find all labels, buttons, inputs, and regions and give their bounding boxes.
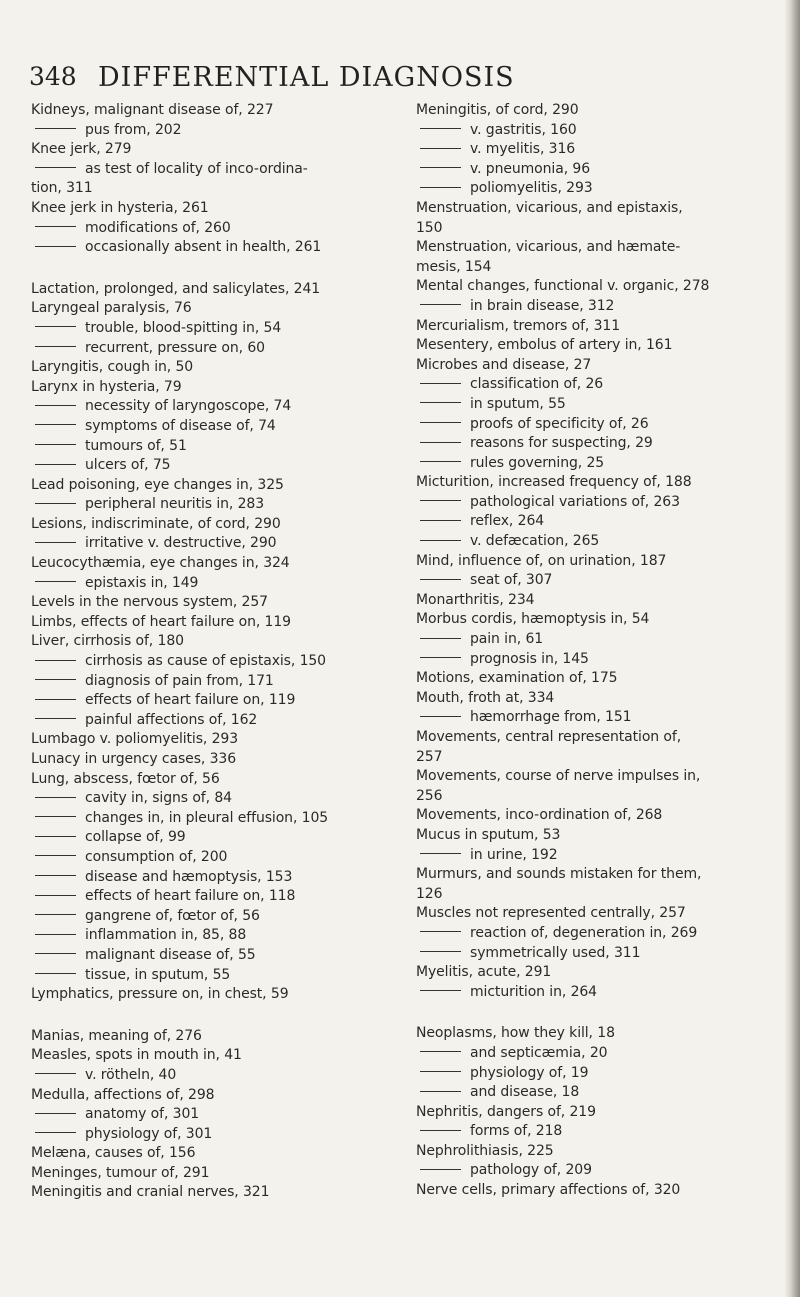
ditto-dash <box>35 1132 76 1133</box>
ditto-dash <box>35 718 76 719</box>
entry-text: Mucus in sputum, 53 <box>416 826 561 843</box>
entry-text: Mouth, froth at, 334 <box>416 689 555 706</box>
entry-text: and disease, 18 <box>470 1084 580 1101</box>
entry-text: Knee jerk in hysteria, 261 <box>31 199 209 216</box>
entry-text: consumption of, 200 <box>85 848 228 865</box>
entry-text: as test of locality of inco-ordina- <box>85 160 308 177</box>
index-subentry <box>31 417 403 437</box>
entry-text: peripheral neuritis in, 283 <box>85 496 265 513</box>
letter-section-gap <box>31 258 403 280</box>
entry-text: Lactation, prolonged, and salicylates, 241 <box>31 280 321 297</box>
entry-text: in brain disease, 312 <box>470 297 615 314</box>
entry-text: inflammation in, 85, 88 <box>85 927 247 944</box>
index-subentry <box>416 1122 776 1142</box>
entry-text: Movements, inco-ordination of, 268 <box>416 807 663 824</box>
entry-text: v. pneumonia, 96 <box>470 160 591 177</box>
entry-text: Knee jerk, 279 <box>31 141 132 158</box>
index-subentry <box>416 375 776 395</box>
entry-text: prognosis in, 145 <box>470 650 589 667</box>
index-entry <box>31 1183 403 1203</box>
index-entry <box>416 317 776 337</box>
ditto-dash <box>420 540 461 541</box>
index-entry <box>416 199 776 219</box>
index-subentry <box>416 983 776 1003</box>
index-subentry <box>416 532 776 552</box>
index-entry <box>416 728 776 748</box>
ditto-dash <box>420 128 461 129</box>
entry-text: seat of, 307 <box>470 572 553 589</box>
ditto-dash <box>35 581 76 582</box>
ditto-dash <box>420 1071 461 1072</box>
entry-text: gangrene of, fœtor of, 56 <box>85 907 260 924</box>
index-entry <box>416 473 776 493</box>
entry-text: tumours of, 51 <box>85 437 187 454</box>
index-subentry <box>416 512 776 532</box>
entry-text: Menstruation, vicarious, and epistaxis, <box>416 199 683 216</box>
entry-text: Lung, abscess, fœtor of, 56 <box>31 770 220 787</box>
index-subentry <box>416 160 776 180</box>
entry-text: proofs of specificity of, 26 <box>470 415 649 432</box>
entry-text: Lunacy in urgency cases, 336 <box>31 751 237 767</box>
entry-text: Measles, spots in mouth in, 41 <box>31 1047 242 1064</box>
index-entry <box>416 963 776 983</box>
index-subentry <box>31 926 403 946</box>
index-subentry <box>31 672 403 692</box>
entry-text: Leucocythæmia, eye changes in, 324 <box>31 555 290 572</box>
index-subentry <box>416 571 776 591</box>
index-subentry <box>416 121 776 141</box>
index-entry <box>416 356 776 376</box>
index-subentry <box>31 339 403 359</box>
index-subentry <box>31 1125 403 1145</box>
ditto-dash <box>420 148 461 149</box>
entry-text: effects of heart failure on, 118 <box>85 888 296 905</box>
index-entry-continuation <box>416 787 776 807</box>
entry-text: Muscles not represented centrally, 257 <box>416 905 686 922</box>
entry-text: painful affections of, 162 <box>85 711 258 728</box>
index-entry-continuation <box>416 885 776 905</box>
index-entry <box>31 101 403 121</box>
ditto-dash <box>35 679 76 680</box>
index-entry <box>416 277 776 297</box>
ditto-dash <box>420 520 461 521</box>
ditto-dash <box>35 326 76 327</box>
entry-text: ulcers of, 75 <box>85 457 171 474</box>
ditto-dash <box>420 853 461 854</box>
index-entry <box>416 689 776 709</box>
entry-text: reflex, 264 <box>470 513 545 530</box>
ditto-dash <box>420 187 461 188</box>
entry-text: Monarthritis, 234 <box>416 591 535 608</box>
entry-text: Nephritis, dangers of, 219 <box>416 1103 596 1120</box>
ditto-dash <box>35 797 76 798</box>
index-subentry <box>31 160 403 180</box>
index-subentry <box>416 179 776 199</box>
entry-text: Lymphatics, pressure on, in chest, 59 <box>31 986 289 1003</box>
index-entry <box>31 280 403 300</box>
entry-text: trouble, blood-spitting in, 54 <box>85 319 282 336</box>
index-subentry <box>416 415 776 435</box>
index-subentry <box>416 434 776 454</box>
entry-text: recurrent, pressure on, 60 <box>85 339 265 356</box>
entry-text: malignant disease of, 55 <box>85 946 256 963</box>
entry-text: Mental changes, functional v. organic, 278 <box>416 278 710 295</box>
index-subentry <box>416 395 776 415</box>
index-entry <box>31 1144 403 1164</box>
entry-text: Laryngeal paralysis, 76 <box>31 300 192 317</box>
ditto-dash <box>35 953 76 954</box>
ditto-dash <box>35 973 76 974</box>
index-subentry <box>31 652 403 672</box>
index-subentry <box>416 650 776 670</box>
index-entry <box>416 1103 776 1123</box>
index-entry <box>416 336 776 356</box>
index-subentry <box>31 868 403 888</box>
entry-text: Liver, cirrhosis of, 180 <box>31 633 184 650</box>
entry-text: physiology of, 301 <box>85 1125 213 1142</box>
entry-text: disease and hæmoptysis, 153 <box>85 868 293 885</box>
entry-text: Medulla, affections of, 298 <box>31 1086 215 1103</box>
index-entry <box>31 1027 403 1047</box>
index-subentry <box>31 848 403 868</box>
ditto-dash <box>420 716 461 717</box>
index-subentry <box>416 297 776 317</box>
index-entry <box>31 299 403 319</box>
ditto-dash <box>420 167 461 168</box>
entry-text: poliomyelitis, 293 <box>470 180 593 197</box>
entry-text: Myelitis, acute, 291 <box>416 964 552 981</box>
index-entry <box>31 730 403 750</box>
ditto-dash <box>420 442 461 443</box>
ditto-dash <box>35 246 76 247</box>
entry-text: modifications of, 260 <box>85 219 231 236</box>
entry-text: physiology of, 19 <box>470 1064 589 1081</box>
index-entry <box>31 985 403 1005</box>
entry-text: 257 <box>416 748 443 765</box>
ditto-dash <box>420 638 461 639</box>
index-subentry <box>31 809 403 829</box>
running-title: DIFFERENTIAL DIAGNOSIS <box>98 62 515 93</box>
index-entry <box>416 669 776 689</box>
page-edge-shadow <box>784 0 800 1297</box>
index-subentry <box>31 121 403 141</box>
index-subentry <box>31 691 403 711</box>
ditto-dash <box>35 660 76 661</box>
index-subentry <box>31 456 403 476</box>
index-entry-continuation <box>416 258 776 278</box>
index-subentry <box>31 574 403 594</box>
index-entry <box>31 1046 403 1066</box>
index-column-right <box>416 101 776 1201</box>
entry-text: Larynx in hysteria, 79 <box>31 378 182 395</box>
index-subentry <box>31 238 403 258</box>
index-subentry <box>416 944 776 964</box>
index-entry <box>31 476 403 496</box>
ditto-dash <box>420 383 461 384</box>
ditto-dash <box>420 931 461 932</box>
entry-text: Limbs, effects of heart failure on, 119 <box>31 613 291 630</box>
index-subentry <box>31 437 403 457</box>
entry-text: Mercurialism, tremors of, 311 <box>416 317 621 334</box>
entry-text: rules governing, 25 <box>470 454 605 471</box>
entry-text: v. rötheln, 40 <box>85 1066 177 1083</box>
entry-text: v. defæcation, 265 <box>470 533 600 550</box>
index-entry <box>31 1086 403 1106</box>
entry-text: Meninges, tumour of, 291 <box>31 1164 210 1181</box>
entry-text: pathological variations of, 263 <box>470 493 680 510</box>
entry-text: hæmorrhage from, 151 <box>470 709 632 726</box>
entry-text: Nerve cells, primary affections of, 320 <box>416 1182 681 1199</box>
entry-text: mesis, 154 <box>416 258 492 275</box>
ditto-dash <box>420 461 461 462</box>
entry-text: Menstruation, vicarious, and hæmate- <box>416 239 681 256</box>
ditto-dash <box>35 542 76 543</box>
ditto-dash <box>35 346 76 347</box>
ditto-dash <box>420 402 461 403</box>
entry-text: 256 <box>416 787 443 804</box>
ditto-dash <box>420 500 461 501</box>
index-entry <box>416 904 776 924</box>
entry-text: anatomy of, 301 <box>85 1106 200 1123</box>
entry-text: tissue, in sputum, 55 <box>85 966 231 983</box>
index-entry <box>416 865 776 885</box>
entry-text: Motions, examination of, 175 <box>416 670 618 687</box>
entry-text: v. gastritis, 160 <box>470 121 577 138</box>
index-entry <box>31 613 403 633</box>
index-subentry <box>416 140 776 160</box>
index-column-left <box>31 101 403 1203</box>
index-entry <box>31 140 403 160</box>
index-subentry <box>31 1105 403 1125</box>
index-entry <box>416 1024 776 1044</box>
index-entry-continuation <box>416 219 776 239</box>
ditto-dash <box>420 1091 461 1092</box>
entry-text: pus from, 202 <box>85 121 182 138</box>
letter-section-gap <box>416 1002 776 1024</box>
index-subentry <box>31 219 403 239</box>
entry-text: symmetrically used, 311 <box>470 944 641 961</box>
index-subentry <box>416 454 776 474</box>
index-subentry <box>416 708 776 728</box>
index-entry <box>416 101 776 121</box>
entry-text: forms of, 218 <box>470 1123 563 1140</box>
entry-text: Murmurs, and sounds mistaken for them, <box>416 866 702 883</box>
entry-text: in urine, 192 <box>470 846 558 863</box>
entry-text: classification of, 26 <box>470 376 604 393</box>
entry-text: v. myelitis, 316 <box>470 141 576 158</box>
entry-text: Manias, meaning of, 276 <box>31 1027 202 1044</box>
ditto-dash <box>420 951 461 952</box>
page-number: 348 <box>29 62 77 91</box>
index-entry <box>416 1181 776 1201</box>
index-subentry <box>31 946 403 966</box>
ditto-dash <box>420 1169 461 1170</box>
entry-text: Lumbago v. poliomyelitis, 293 <box>31 731 239 748</box>
index-subentry <box>416 1083 776 1103</box>
entry-text: Levels in the nervous system, 257 <box>31 594 268 611</box>
index-entry <box>31 750 403 770</box>
entry-text: pain in, 61 <box>470 631 544 648</box>
index-entry-continuation <box>31 179 403 199</box>
entry-text: reaction of, degeneration in, 269 <box>470 924 698 941</box>
entry-text: Kidneys, malignant disease of, 227 <box>31 102 274 118</box>
entry-text: pathology of, 209 <box>470 1162 592 1179</box>
index-entry <box>31 593 403 613</box>
index-entry <box>31 554 403 574</box>
ditto-dash <box>35 816 76 817</box>
index-subentry <box>416 924 776 944</box>
index-entry <box>31 378 403 398</box>
entry-text: micturition in, 264 <box>470 983 597 1000</box>
entry-text: changes in, in pleural effusion, 105 <box>85 809 329 826</box>
entry-text: Micturition, increased frequency of, 188 <box>416 474 692 491</box>
index-subentry <box>31 1066 403 1086</box>
index-subentry <box>416 1161 776 1181</box>
entry-text: Lesions, indiscriminate, of cord, 290 <box>31 515 281 532</box>
index-subentry <box>31 534 403 554</box>
entry-text: 126 <box>416 885 443 902</box>
index-entry <box>416 1142 776 1162</box>
ditto-dash <box>35 167 76 168</box>
index-entry <box>31 632 403 652</box>
ditto-dash <box>35 914 76 915</box>
index-subentry <box>416 493 776 513</box>
ditto-dash <box>420 990 461 991</box>
index-subentry <box>31 397 403 417</box>
ditto-dash <box>35 503 76 504</box>
ditto-dash <box>35 895 76 896</box>
index-entry <box>416 591 776 611</box>
ditto-dash <box>420 1130 461 1131</box>
ditto-dash <box>35 699 76 700</box>
index-entry <box>31 358 403 378</box>
index-entry <box>416 767 776 787</box>
entry-text: irritative v. destructive, 290 <box>85 535 277 552</box>
entry-text: Meningitis and cranial nerves, 321 <box>31 1184 270 1201</box>
ditto-dash <box>420 657 461 658</box>
index-entry-continuation <box>416 748 776 768</box>
ditto-dash <box>35 1073 76 1074</box>
ditto-dash <box>35 226 76 227</box>
entry-text: Meningitis, of cord, 290 <box>416 102 579 118</box>
index-entry <box>416 238 776 258</box>
ditto-dash <box>35 464 76 465</box>
entry-text: occasionally absent in health, 261 <box>85 239 322 256</box>
index-subentry <box>416 846 776 866</box>
ditto-dash <box>35 836 76 837</box>
entry-text: Melæna, causes of, 156 <box>31 1145 196 1162</box>
entry-text: Lead poisoning, eye changes in, 325 <box>31 476 284 493</box>
index-subentry <box>31 887 403 907</box>
entry-text: reasons for suspecting, 29 <box>470 435 653 452</box>
ditto-dash <box>35 855 76 856</box>
entry-text: and septicæmia, 20 <box>470 1044 608 1061</box>
letter-section-gap <box>31 1005 403 1027</box>
entry-text: Nephrolithiasis, 225 <box>416 1142 554 1159</box>
index-subentry <box>31 966 403 986</box>
ditto-dash <box>35 1113 76 1114</box>
ditto-dash <box>35 934 76 935</box>
index-entry <box>31 515 403 535</box>
ditto-dash <box>35 444 76 445</box>
index-subentry <box>416 630 776 650</box>
entry-text: Neoplasms, how they kill, 18 <box>416 1025 615 1042</box>
index-subentry <box>31 907 403 927</box>
entry-text: effects of heart failure on, 119 <box>85 692 296 709</box>
index-subentry <box>416 1044 776 1064</box>
entry-text: Movements, central representation of, <box>416 729 682 745</box>
entry-text: in sputum, 55 <box>470 395 566 412</box>
index-subentry <box>416 1064 776 1084</box>
index-entry <box>416 826 776 846</box>
entry-text: 150 <box>416 219 443 236</box>
ditto-dash <box>35 424 76 425</box>
entry-text: diagnosis of pain from, 171 <box>85 672 274 689</box>
entry-text: cavity in, signs of, 84 <box>85 790 232 807</box>
index-entry <box>416 610 776 630</box>
ditto-dash <box>35 405 76 406</box>
entry-text: necessity of laryngoscope, 74 <box>85 398 292 415</box>
ditto-dash <box>35 128 76 129</box>
entry-text: Mind, influence of, on urination, 187 <box>416 552 667 569</box>
entry-text: Microbes and disease, 27 <box>416 356 592 373</box>
index-entry <box>31 770 403 790</box>
entry-text: Laryngitis, cough in, 50 <box>31 359 194 376</box>
index-entry <box>416 806 776 826</box>
index-entry <box>31 1164 403 1184</box>
index-entry <box>31 199 403 219</box>
ditto-dash <box>420 1051 461 1052</box>
entry-text: symptoms of disease of, 74 <box>85 417 276 434</box>
entry-text: cirrhosis as cause of epistaxis, 150 <box>85 653 326 670</box>
ditto-dash <box>420 304 461 305</box>
index-subentry <box>31 495 403 515</box>
entry-text: tion, 311 <box>31 180 93 197</box>
ditto-dash <box>420 579 461 580</box>
ditto-dash <box>420 422 461 423</box>
entry-text: Movements, course of nerve impulses in, <box>416 768 701 785</box>
entry-text: Mesentery, embolus of artery in, 161 <box>416 337 673 354</box>
index-subentry <box>31 789 403 809</box>
index-entry <box>416 552 776 572</box>
ditto-dash <box>35 875 76 876</box>
entry-text: epistaxis in, 149 <box>85 574 199 591</box>
entry-text: Morbus cordis, hæmoptysis in, 54 <box>416 611 650 628</box>
index-subentry <box>31 711 403 731</box>
entry-text: collapse of, 99 <box>85 829 186 846</box>
index-subentry <box>31 319 403 339</box>
index-subentry <box>31 828 403 848</box>
